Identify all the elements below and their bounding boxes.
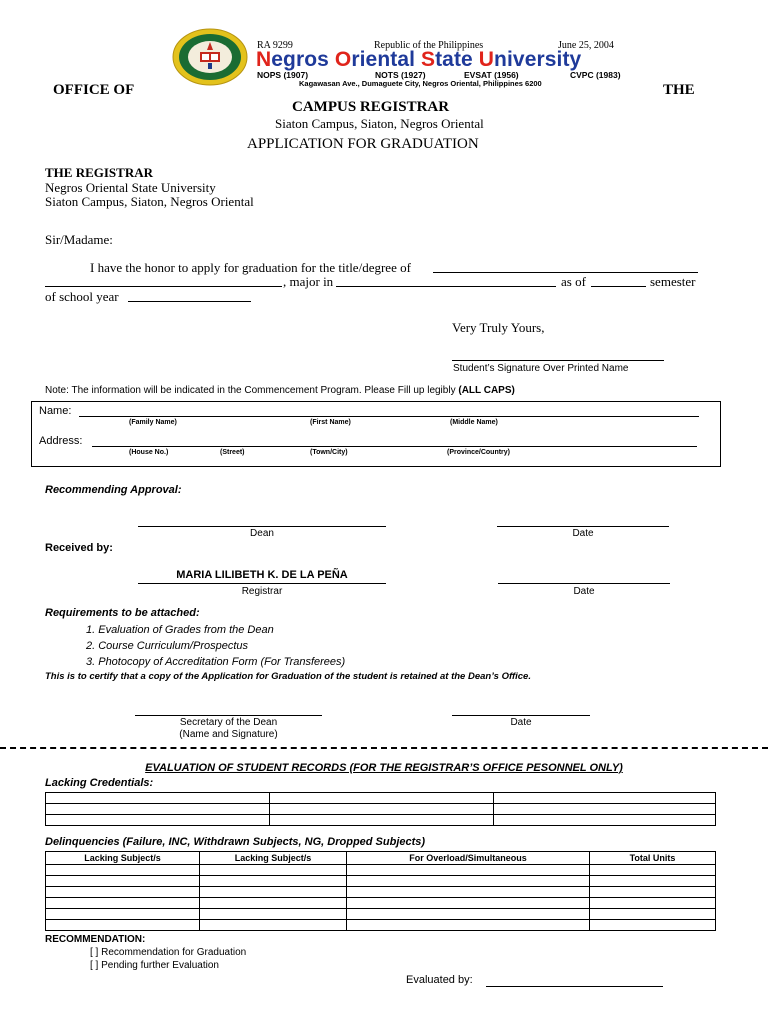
school-year-label: of school year — [45, 289, 119, 304]
uni-word-egros: egros — [271, 48, 335, 71]
university-address: Kagawasan Ave., Dumaguete City, Negros Oriental, Philippines 6200 — [299, 79, 542, 88]
table-row — [46, 898, 716, 909]
table-row — [46, 909, 716, 920]
lacking-credentials-table — [45, 792, 716, 826]
evsat-year: EVSAT (1956) — [464, 70, 519, 80]
table-cell[interactable] — [590, 865, 716, 876]
secretary-signature-field[interactable] — [135, 715, 322, 716]
table-cell[interactable] — [494, 804, 716, 815]
republic-label: Republic of the Philippines — [374, 40, 484, 51]
table-cell[interactable] — [270, 815, 494, 826]
table-cell[interactable] — [46, 804, 270, 815]
signature-caption: Student’s Signature Over Printed Name — [453, 363, 629, 374]
table-cell[interactable] — [270, 793, 494, 804]
dean-date-field[interactable] — [497, 526, 669, 527]
recommending-approval-label: Recommending Approval: — [45, 484, 182, 496]
province-country-caption: (Province/Country) — [447, 449, 511, 456]
received-by-label: Received by: — [45, 542, 113, 554]
university-name — [256, 48, 581, 72]
table-cell[interactable] — [200, 898, 347, 909]
table-cell[interactable] — [200, 887, 347, 898]
middle-name-caption: (Middle Name) — [450, 419, 498, 426]
table-cell[interactable] — [46, 865, 200, 876]
form-title: APPLICATION FOR GRADUATION — [247, 136, 479, 152]
first-name-caption: (First Name) — [310, 419, 351, 426]
table-cell[interactable] — [46, 920, 200, 931]
campus-registrar-title: CAMPUS REGISTRAR — [292, 99, 450, 115]
registrar-signature-line[interactable] — [138, 583, 386, 584]
column-header: For Overload/Simultaneous — [347, 852, 590, 865]
table-cell[interactable] — [46, 898, 200, 909]
uni-initial-n: N — [256, 48, 272, 71]
delinquencies-table — [45, 851, 716, 931]
table-cell[interactable] — [347, 876, 590, 887]
address-field[interactable] — [92, 446, 697, 447]
house-no-caption: (House No.) — [129, 449, 169, 456]
table-row — [46, 876, 716, 887]
table-cell[interactable] — [590, 876, 716, 887]
column-header: Lacking Subject/s — [200, 852, 347, 865]
ra-number: RA 9299 — [257, 40, 293, 51]
recommendation-label: RECOMMENDATION: — [45, 934, 146, 945]
table-cell[interactable] — [494, 793, 716, 804]
table-header-row — [46, 852, 716, 865]
campus-location: Siaton Campus, Siaton, Negros Oriental — [275, 116, 484, 131]
note-emphasis: (ALL CAPS) — [458, 385, 515, 396]
column-header: Total Units — [590, 852, 716, 865]
table-cell[interactable] — [270, 804, 494, 815]
secretary-date-caption: Date — [510, 717, 532, 728]
table-cell[interactable] — [46, 793, 270, 804]
office-of-label: OFFICE OF — [53, 82, 135, 98]
uni-word-tate: tate — [435, 48, 479, 71]
name-field[interactable] — [79, 416, 699, 417]
table-cell[interactable] — [347, 887, 590, 898]
table-row — [46, 793, 716, 804]
table-cell[interactable] — [590, 887, 716, 898]
address-label: Address: — [39, 435, 83, 447]
evaluated-by-field[interactable] — [486, 986, 663, 987]
registrar-date-field[interactable] — [498, 583, 670, 584]
requirement-item-2: 2. Course Curriculum/Prospectus — [86, 640, 249, 652]
table-cell[interactable] — [200, 909, 347, 920]
degree-field[interactable] — [433, 272, 698, 273]
student-signature-field[interactable] — [452, 360, 664, 361]
option-pending-checkbox[interactable]: [ ] Pending further Evaluation — [90, 960, 219, 971]
uni-initial-u: U — [478, 48, 495, 71]
table-cell[interactable] — [347, 898, 590, 909]
lacking-credentials-label: Lacking Credentials: — [45, 777, 154, 789]
table-cell[interactable] — [200, 920, 347, 931]
evaluation-title: EVALUATION OF STUDENT RECORDS (FOR THE REGISTRAR’S OFFICE PESONNEL ONLY) — [145, 762, 623, 774]
table-row — [46, 804, 716, 815]
dean-caption: Dean — [250, 528, 274, 539]
header-date: June 25, 2004 — [558, 40, 614, 51]
the-label: THE — [663, 82, 695, 98]
column-header: Lacking Subject/s — [46, 852, 200, 865]
table-cell[interactable] — [347, 920, 590, 931]
table-row — [46, 920, 716, 931]
major-in-label: , major in — [283, 274, 334, 289]
table-row — [46, 815, 716, 826]
degree-field-continued[interactable] — [45, 286, 282, 287]
requirement-item-1: 1. Evaluation of Grades from the Dean — [86, 624, 274, 636]
uni-word-niversity: niversity — [494, 48, 582, 71]
recipient-line2: Siaton Campus, Siaton, Negros Oriental — [45, 194, 254, 209]
registrar-date-caption: Date — [573, 586, 595, 597]
secretary-date-field[interactable] — [452, 715, 590, 716]
cut-line-divider — [0, 747, 768, 749]
secretary-sub-caption: (Name and Signature) — [179, 729, 278, 740]
street-caption: (Street) — [220, 449, 245, 456]
dean-signature-field[interactable] — [138, 526, 386, 527]
note-text: Note: The information will be indicated in the Commencement Program. Please Fill up legibly — [45, 385, 459, 396]
table-cell[interactable] — [46, 909, 200, 920]
recipient-title: THE REGISTRAR — [45, 165, 153, 180]
university-seal-logo — [172, 28, 248, 86]
secretary-caption: Secretary of the Dean — [179, 717, 278, 728]
table-cell[interactable] — [46, 815, 270, 826]
certification-statement: This is to certify that a copy of the Application for Graduation of the student is retained at the Dean’s Office. — [45, 671, 531, 682]
as-of-label: as of — [561, 274, 586, 289]
requirements-heading: Requirements to be attached: — [45, 607, 200, 619]
option-graduation-checkbox[interactable]: [ ] Recommendation for Graduation — [90, 947, 247, 958]
table-cell[interactable] — [590, 920, 716, 931]
semester-field[interactable] — [591, 286, 646, 287]
table-row — [46, 865, 716, 876]
table-cell[interactable] — [46, 876, 200, 887]
major-field[interactable] — [336, 286, 556, 287]
table-cell[interactable] — [200, 865, 347, 876]
salutation: Sir/Madame: — [45, 232, 113, 247]
closing: Very Truly Yours, — [452, 320, 545, 335]
table-cell[interactable] — [347, 865, 590, 876]
town-city-caption: (Town/City) — [310, 449, 348, 456]
table-cell[interactable] — [590, 898, 716, 909]
registrar-name: MARIA LILIBETH K. DE LA PEÑA — [176, 569, 348, 581]
cvpc-year: CVPC (1983) — [570, 70, 621, 80]
school-year-field[interactable] — [128, 301, 251, 302]
table-cell[interactable] — [200, 876, 347, 887]
dean-date-caption: Date — [572, 528, 594, 539]
delinquencies-label: Delinquencies (Failure, INC, Withdrawn Subjects, NG, Dropped Subjects) — [45, 836, 426, 848]
table-cell[interactable] — [590, 909, 716, 920]
table-cell[interactable] — [347, 909, 590, 920]
registrar-caption: Registrar — [241, 586, 283, 597]
recipient-line1: Negros Oriental State University — [45, 180, 216, 195]
table-row — [46, 887, 716, 898]
family-name-caption: (Family Name) — [129, 419, 177, 426]
table-cell[interactable] — [494, 815, 716, 826]
evaluated-by-label: Evaluated by: — [406, 974, 473, 986]
name-label: Name: — [39, 405, 72, 417]
uni-initial-o: O — [334, 48, 352, 71]
nops-year: NOPS (1907) — [257, 70, 309, 80]
uni-word-riental: riental — [351, 48, 421, 71]
requirement-item-3: 3. Photocopy of Accreditation Form (For Transferees) — [86, 656, 346, 668]
table-cell[interactable] — [46, 887, 200, 898]
nots-year: NOTS (1927) — [375, 70, 426, 80]
uni-initial-s: S — [420, 48, 436, 71]
semester-label: semester — [650, 274, 696, 289]
name-address-box — [31, 401, 721, 467]
letter-line1: I have the honor to apply for graduation for the title/degree of — [90, 260, 411, 275]
note — [45, 385, 515, 396]
